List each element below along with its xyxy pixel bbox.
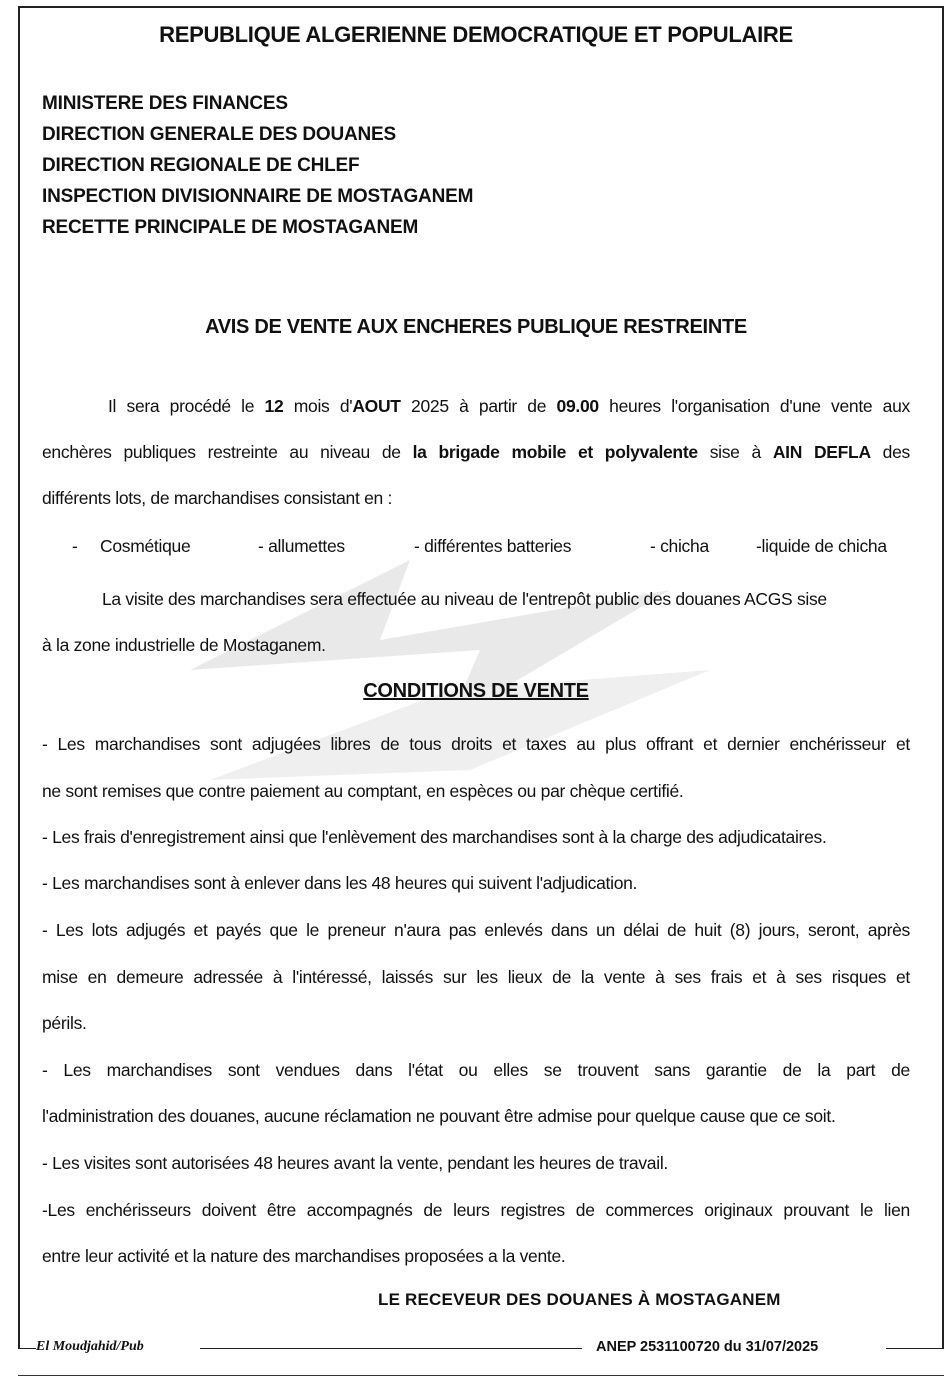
organization-block — [42, 88, 473, 243]
intro-text: des — [882, 442, 910, 462]
bottom-rule — [18, 1375, 944, 1376]
org-line-inspection: INSPECTION DIVISIONNAIRE DE MOSTAGANEM — [42, 186, 474, 207]
intro-text: Il sera procédé le — [108, 396, 255, 416]
condition-line: - Les frais d'enregistrement ainsi que l'enlèvement des marchandises sont à la charge des adjudicataires. — [42, 827, 827, 847]
goods-item-liquide: -liquide de chicha — [756, 536, 887, 556]
condition-line: périls. — [42, 1013, 87, 1033]
condition-line: -Les enchérisseurs doivent être accompagnés de leurs registres de commerces originaux prouvant le lien — [42, 1200, 910, 1220]
condition-line: - Les marchandises sont à enlever dans les 48 heures qui suivent l'adjudication. — [42, 873, 638, 893]
condition-line: - Les marchandises sont vendues dans l'état ou elles se trouvent sans garantie de la part de — [42, 1060, 910, 1080]
intro-text: heures l'organisation d'une vente aux — [609, 396, 910, 416]
sale-month: AOUT — [352, 396, 401, 416]
goods-item-chicha: - chicha — [650, 536, 709, 556]
condition-line: - Les lots adjugés et payés que le preneur n'aura pas enlevés dans un délai de huit (8) jours, seront, après — [42, 920, 910, 940]
condition-line: ne sont remises que contre paiement au comptant, en espèces ou par chèque certifié. — [42, 781, 684, 801]
intro-text: sise à — [709, 442, 761, 462]
intro-text: enchères publiques restreinte au niveau de — [42, 442, 401, 462]
condition-line: mise en demeure adressée à l'intéressé, laissés sur les lieux de la vente à ses frais et à ses risques et — [42, 967, 910, 987]
republic-heading: REPUBLIQUE ALGERIENNE DEMOCRATIQUE ET POPULAIRE — [159, 22, 793, 47]
goods-bullet: - — [72, 536, 78, 556]
sale-place: la brigade mobile et polyvalente — [412, 442, 698, 462]
visit-line-1: La visite des marchandises sera effectuée au niveau de l'entrepôt public des douanes ACGS sise — [102, 589, 827, 609]
conditions-title: CONDITIONS DE VENTE — [363, 680, 589, 702]
condition-line: entre leur activité et la nature des marchandises proposées a la vente. — [42, 1246, 566, 1266]
org-line-regional-direction: DIRECTION REGIONALE DE CHLEF — [42, 155, 360, 176]
org-line-general-direction: DIRECTION GENERALE DES DOUANES — [42, 124, 396, 145]
signature-line: LE RECEVEUR DES DOUANES À MOSTAGANEM — [378, 1290, 781, 1309]
goods-item-allumettes: - allumettes — [258, 536, 345, 556]
intro-text: 2025 à partir de — [411, 396, 547, 416]
intro-line-2 — [42, 442, 910, 463]
sale-time: 09.00 — [556, 396, 599, 416]
goods-item-cosmetique: Cosmétique — [100, 536, 191, 556]
visit-line-2: à la zone industrielle de Mostaganem. — [42, 635, 326, 655]
condition-line: - Les visites sont autorisées 48 heures avant la vente, pendant les heures de travail. — [42, 1153, 668, 1173]
org-line-ministry: MINISTERE DES FINANCES — [42, 93, 288, 114]
footer-publisher: El Moudjahid/Pub — [36, 1339, 148, 1355]
footer-rule — [886, 1348, 944, 1349]
footer-rule — [200, 1348, 582, 1349]
condition-line: - Les marchandises sont adjugées libres de tous droits et taxes au plus offrant et dernier enchérisseur et — [42, 734, 910, 754]
intro-text: mois d' — [293, 396, 353, 416]
notice-title: AVIS DE VENTE AUX ENCHERES PUBLIQUE RESTREINTE — [205, 316, 747, 338]
goods-item-batteries: - différentes batteries — [414, 536, 572, 556]
footer-rule — [18, 1348, 36, 1349]
intro-line-3: différents lots, de marchandises consistant en : — [42, 488, 393, 508]
sale-city: AIN DEFLA — [772, 442, 871, 462]
condition-line: l'administration des douanes, aucune réclamation ne pouvant être admise pour quelque cause que ce soit. — [42, 1106, 836, 1126]
sale-day: 12 — [264, 396, 284, 416]
footer-reference: ANEP 2531100720 du 31/07/2025 — [596, 1339, 819, 1355]
org-line-recette: RECETTE PRINCIPALE DE MOSTAGANEM — [42, 217, 419, 238]
intro-line-1 — [108, 396, 910, 417]
